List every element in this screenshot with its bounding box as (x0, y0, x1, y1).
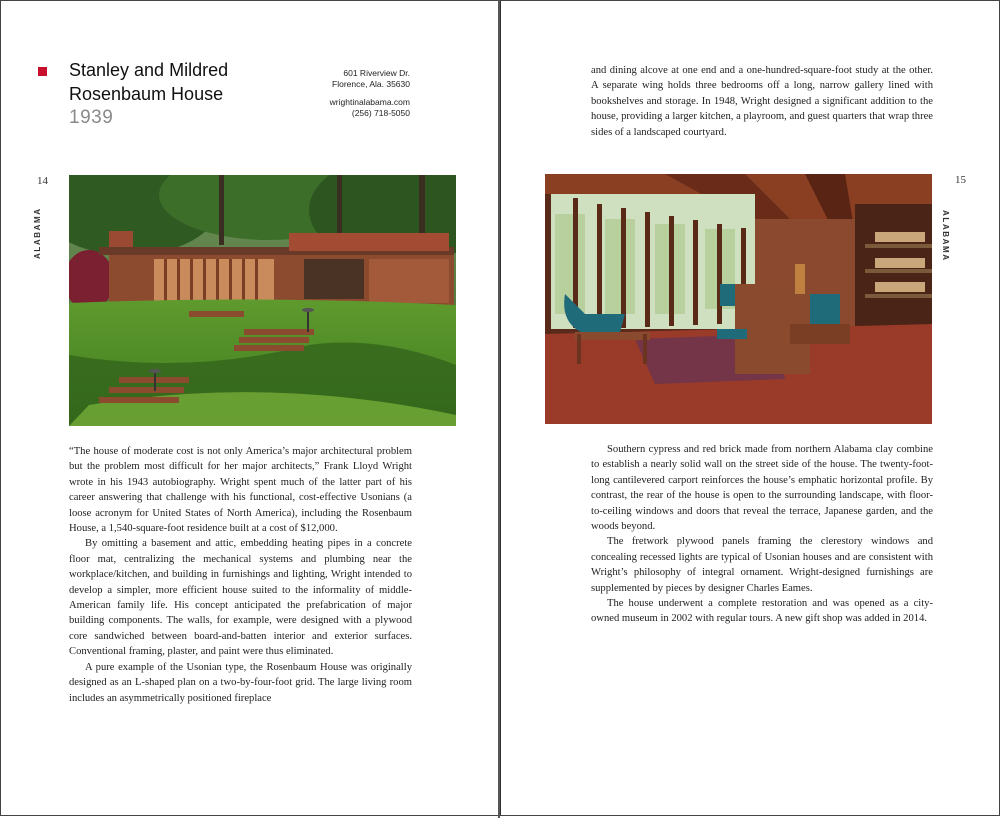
address-phone: (256) 718-5050 (351, 108, 410, 118)
address-street: 601 Riverview Dr. (343, 68, 410, 78)
interior-photo (545, 174, 932, 424)
left-body-text (69, 444, 412, 706)
exterior-photo (69, 175, 456, 426)
running-head-left: ALABAMA (33, 207, 42, 259)
right-top-text (591, 63, 933, 140)
paragraph: “The house of moderate cost is not only America’s major architectural problem but the problem most difficult for her major architects,” Frank Lloyd Wright wrote in his 1943 autobiography. Wright spent much of the latter part of his career answering that challenge with his functional, cost-effective Usonians (a loose acronym for United States of North America), including the Rosenbaum House, a 1,540-square-foot residence built at a cost of $12,000. (69, 446, 412, 535)
paragraph: and dining alcove at one end and a one-hundred-square-foot study at the other. A separate wing holds three bedrooms off a long, narrow gallery lined with bookshelves and storage. In 1948, Wright designed a significant addition to the house, providing a larger kitchen, a playroom, and guest quarters that wrap three sides of a landscaped courtyard. (591, 65, 933, 138)
entry-year: 1939 (69, 107, 114, 128)
section-marker (38, 67, 47, 76)
address-website: wrightinalabama.com (329, 97, 410, 107)
paragraph: A pure example of the Usonian type, the Rosenbaum House was originally designed as an L-shaped plan on a two-by-four-foot grid. The large living room includes an asymmetrically positioned fireplace (69, 661, 412, 704)
address-city: Florence, Ala. 35630 (332, 79, 410, 89)
paragraph: The fretwork plywood panels framing the clerestory windows and concealing recessed lights are typical of Usonian houses and are consistent with Wright’s philosophy of integral ornament. Wright-designed furnishings are supplemented by pieces by designer Charles Eames. (591, 536, 933, 594)
title-line-2: Rosenbaum House (69, 84, 224, 104)
title-line-1: Stanley and Mildred (69, 60, 229, 80)
paragraph: The house underwent a complete restoration and was opened as a city-owned museum in 2002 with regular tours. A new gift shop was added in 2014. (591, 598, 933, 625)
right-body-text (591, 442, 933, 627)
page-number-left: 14 (37, 175, 48, 187)
left-page (0, 0, 500, 816)
entry-title (69, 58, 228, 106)
paragraph: Southern cypress and red brick made from northern Alabama clay combine to establish a nearly solid wall on the street side of the house. The twenty-foot-long cantilevered carport reinforces the house’s emphatic horizontal profile. By contrast, the rear of the house is open to the surrounding landscape, with floor-to-ceiling windows and doors that reveal the terrace, Japanese garden, and the woods beyond. (591, 444, 933, 533)
running-head-right: ALABAMA (941, 210, 950, 262)
page-number-right: 15 (955, 174, 966, 186)
paragraph: By omitting a basement and attic, embedding heating pipes in a concrete floor mat, centralizing the mechanical systems and plumbing near the workplace/kitchen, and building in furnishings and lighting, Wright intended to develop a simpler, more efficient house suited to the informality of middle-American family life. His concept anticipated the prefabrication of major building components. The walls, for example, were designed with a plywood core sandwiched between board-and-batten interior and exterior surfaces. Conventional framing, plaster, and paint were thus eliminated. (69, 538, 412, 658)
address-block (330, 68, 410, 119)
